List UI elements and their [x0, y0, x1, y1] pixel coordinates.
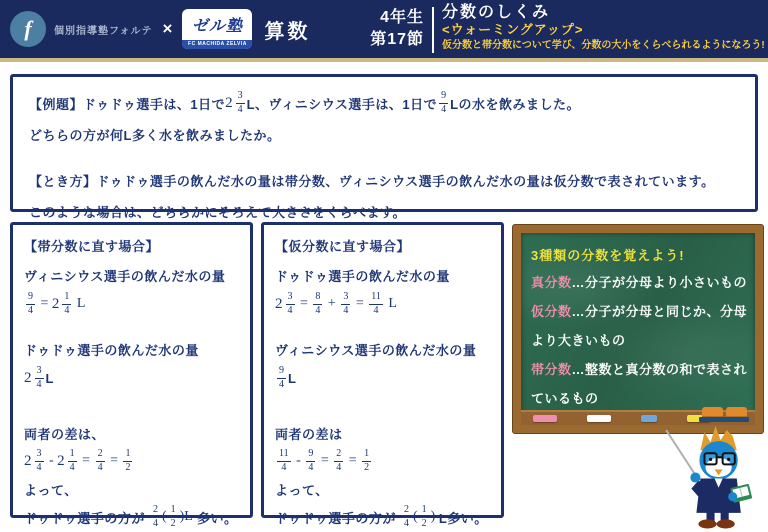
eraser-group	[699, 407, 749, 422]
definition-line	[531, 267, 748, 296]
text-line: ヴィニシウス選手の飲んだ水の量	[275, 342, 477, 358]
chalk-piece	[641, 415, 657, 422]
definition-line	[531, 296, 748, 325]
chalk-piece	[533, 415, 557, 422]
definition-text: ているもの	[531, 391, 599, 406]
definition-line	[531, 325, 745, 354]
header-bar	[0, 0, 768, 58]
math-line: 2 $\frac{3}{4}$ - 2 $\frac{1}{4}$ = $\frac{2}{4}$ = $\frac{1}{2}$	[24, 448, 131, 473]
example-box	[10, 74, 758, 220]
improper-fraction-box	[261, 222, 504, 529]
zeljuku-logo-subtext: FC MACHIDA ZELVIA	[182, 40, 252, 49]
math-line: $\frac{9}{4}$ L	[279, 365, 297, 390]
math-line: $\frac{9}{4}$ = 2 $\frac{1}{4}$ L	[28, 291, 86, 316]
mascot-shoe	[717, 519, 735, 528]
header-divider	[432, 7, 434, 53]
lesson-title: 分数のしくみ	[442, 4, 551, 21]
definition-text: …整数と真分数の和で表され	[571, 362, 748, 377]
zeljuku-logo	[182, 9, 252, 49]
improper-fraction-box-title: 【仮分数に直す場合】	[275, 238, 411, 254]
forte-logo-icon: f	[10, 11, 46, 47]
lesson-subtitle: <ウォーミングアップ>	[442, 22, 584, 38]
text-line: ドゥドゥ選手の飲んだ水の量	[275, 268, 450, 284]
chalkboard-surface	[521, 233, 755, 425]
header-accent-line	[0, 58, 768, 62]
example-line: どちらの方が何L多く水を飲みましたか。	[29, 127, 281, 143]
text-line: ドゥドゥ選手の飲んだ水の量	[24, 342, 199, 358]
pointer-stick-icon	[666, 430, 696, 476]
term-proper-fraction: 真分数	[531, 275, 572, 290]
mascot-hand-right	[728, 492, 737, 501]
mascot-hand-left	[690, 472, 700, 482]
conclusion-line: ドゥドゥ選手の方が $\frac{2}{4}$ ( $\frac{1}{2}$ )L 多い。	[24, 504, 238, 529]
math-line: 2 $\frac{3}{4}$ = $\frac{8}{4}$ + $\frac{3}{4}$ = $\frac{11}{4}$ L	[275, 291, 397, 316]
text-line: 両者の差は、	[24, 426, 106, 442]
definition-text: …分子が分母と同じか、分母	[571, 304, 748, 319]
math-line: 2 $\frac{3}{4}$ L	[24, 365, 54, 390]
example-line: 【例題】ドゥドゥ選手は、1日で 2 $\frac{3}{4}$ L、ヴィニシウス選手は、1日で $\frac{9}{4}$ Lの水を飲みました。	[29, 90, 581, 115]
definition-text: …分子が分母より小さいもの	[571, 275, 748, 290]
solution-line: 【とき方】ドゥドゥ選手の飲んだ水の量は帯分数、ヴィニシウス選手の飲んだ水の量は仮分数で表されています。	[29, 173, 715, 189]
mixed-number-box	[10, 222, 253, 529]
text-line: ヴィニシウス選手の飲んだ水の量	[24, 268, 226, 284]
mascot-zelvia-icon	[650, 424, 765, 530]
eraser-tray	[699, 417, 749, 422]
session-label: 第17節	[370, 31, 424, 48]
grade-session-block	[330, 0, 424, 58]
lesson-title-block	[442, 4, 764, 53]
zeljuku-logo-text: ゼル塾	[191, 18, 243, 35]
subject-label: 算数	[264, 20, 311, 43]
chalkboard	[512, 224, 764, 434]
mascot-shoe	[698, 519, 716, 528]
text-line: 両者の差は	[275, 426, 343, 442]
definition-line	[531, 354, 748, 383]
math-line: $\frac{11}{4}$ - $\frac{9}{4}$ = $\frac{2}{4}$ = $\frac{1}{2}$	[279, 448, 370, 473]
text-line: よって、	[24, 482, 78, 498]
header-brand-group	[10, 0, 310, 58]
text-line: よって、	[275, 482, 329, 498]
chalkboard-title: 3種類の分数を覚えよう!	[531, 247, 685, 263]
collab-cross: ×	[162, 19, 173, 38]
term-mixed-number: 帯分数	[531, 362, 572, 377]
grade-label: 4年生	[380, 9, 424, 27]
forte-label: 個別指導塾フォルテ	[54, 25, 153, 37]
lesson-goal: 仮分数と帯分数について学び、分数の大小をくらべられるようになろう!	[442, 39, 765, 51]
chalk-piece	[587, 415, 611, 422]
conclusion-line: ドゥドゥ選手の方が $\frac{2}{4}$ ( $\frac{1}{2}$ ) L多い。	[275, 504, 488, 529]
term-improper-fraction: 仮分数	[531, 304, 572, 319]
solution-line: このような場合は、どちらかにそろえて大きさをくらべます。	[29, 204, 406, 220]
definition-text: より大きいもの	[531, 333, 626, 348]
mixed-number-box-title: 【帯分数に直す場合】	[24, 238, 160, 254]
